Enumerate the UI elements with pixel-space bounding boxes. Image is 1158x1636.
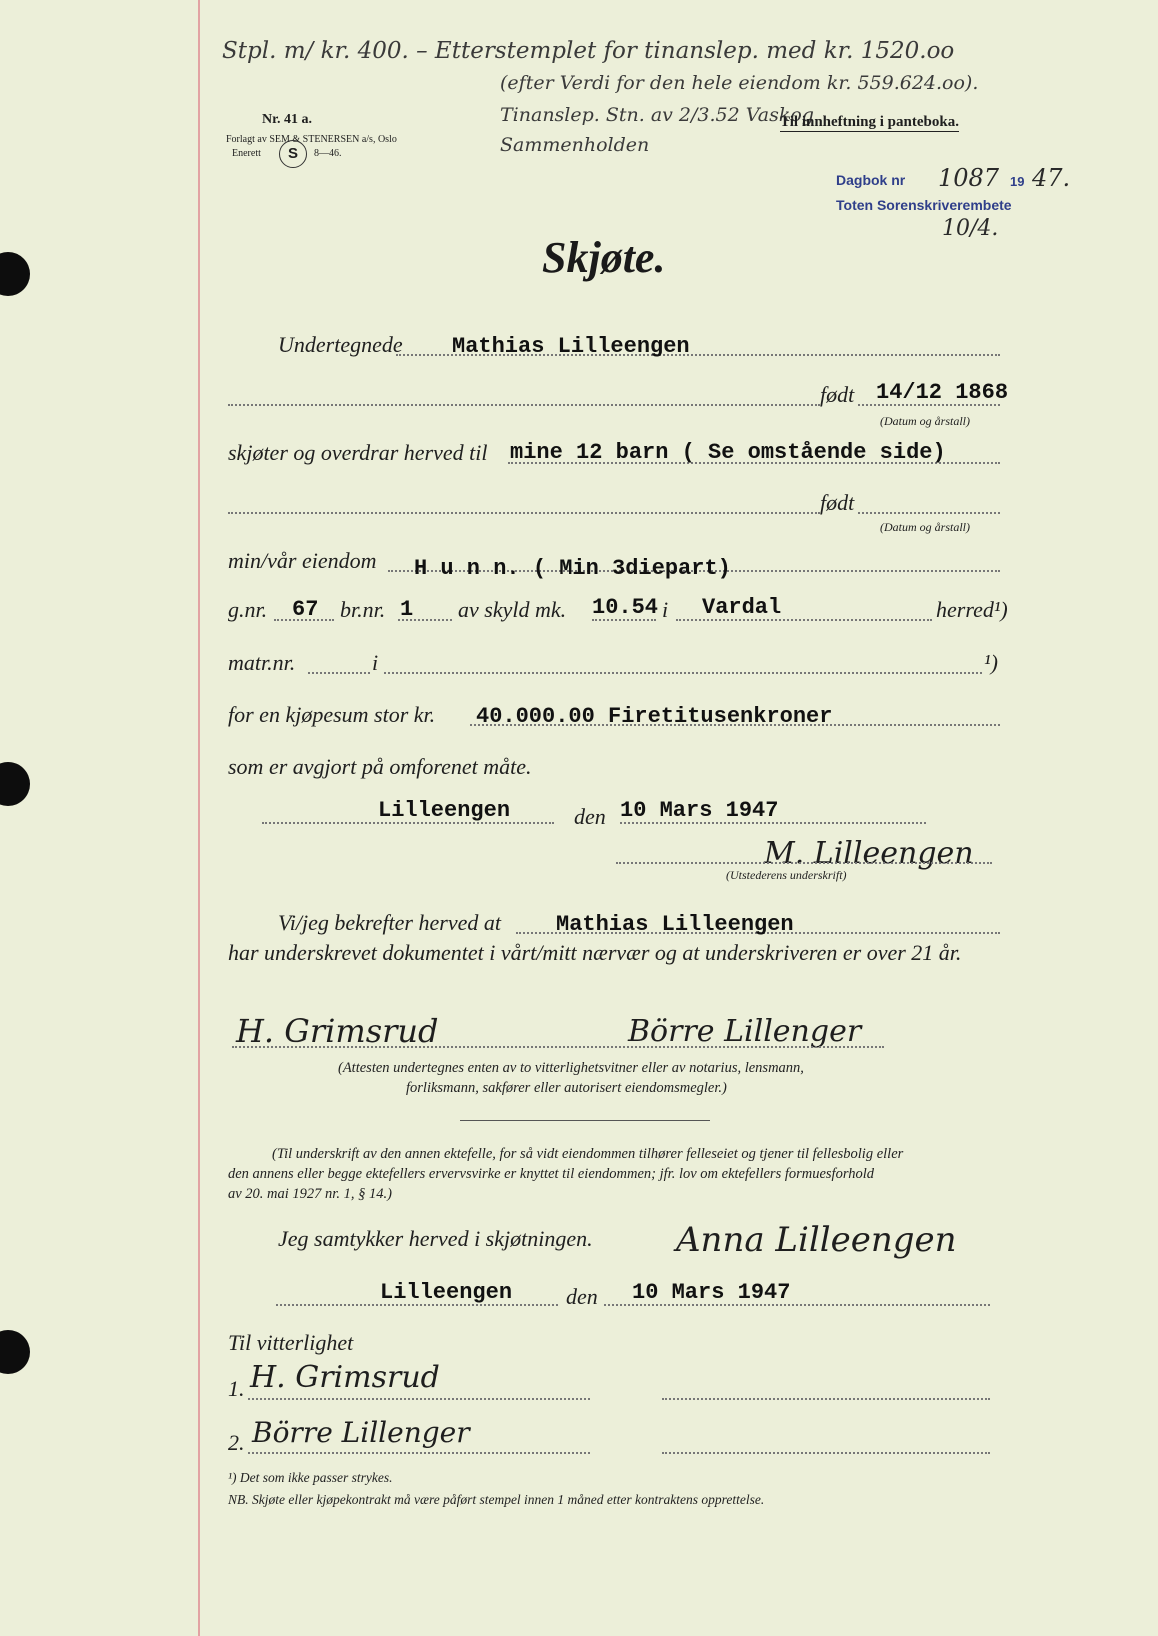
gnr-label: g.nr. <box>228 597 268 622</box>
kjopesum-label: for en kjøpesum stor kr. <box>228 702 436 727</box>
punch-hole <box>0 1330 30 1374</box>
den-label-2: den <box>566 1284 598 1309</box>
witness-signature-a: H. Grimsrud <box>236 1012 439 1050</box>
vitterlighet-num-1: 1. <box>228 1376 245 1401</box>
dagbok-number: 1087 <box>938 164 1000 192</box>
skyld-value: 10.54 <box>592 595 659 620</box>
purchase-price: 40.000.00 Firetitusenkroner <box>476 704 833 729</box>
fodt2-label: født <box>820 490 855 515</box>
date-2: 10 Mars 1947 <box>632 1280 791 1305</box>
fill-line <box>228 404 820 406</box>
matr-label: matr.nr. <box>228 650 296 675</box>
spouse-note-2: den annens eller begge ektefellers ervervsvirke er knyttet til eiendommen; jfr. lov om ektefellers formuesforhold <box>228 1166 874 1182</box>
document-title: Skjøte. <box>542 233 666 282</box>
vitterlighet-signature-1: H. Grimsrud <box>250 1360 440 1395</box>
fill-line <box>662 1452 990 1454</box>
stamp-date: 10/4. <box>942 216 999 241</box>
property-name: H u n n. ( Min 3diepart) <box>414 556 731 581</box>
handwritten-note-line2: (efter Verdi for den hele eiendom kr. 559.624.oo). <box>500 72 979 94</box>
print-code: 8—46. <box>314 148 342 159</box>
matr-note: ¹) <box>984 650 998 675</box>
spouse-note-1: (Til underskrift av den annen ektefelle, for så vidt eiendommen tilhører felleseiet og tjener til fellesbolig eller <box>272 1146 904 1162</box>
fill-line <box>232 1046 884 1048</box>
datum-hint: (Datum og årstall) <box>880 414 970 428</box>
herred-label: herred¹) <box>936 597 1008 622</box>
form-number: Nr. 41 a. <box>262 112 313 127</box>
vitterlighet-label: Til vitterlighet <box>228 1330 354 1355</box>
dagbok-year: 47. <box>1032 164 1071 192</box>
fill-line <box>262 822 554 824</box>
fill-line <box>616 862 992 864</box>
eiendom-label: min/vår eiendom <box>228 548 377 573</box>
dagbok-stamp-label: Dagbok nr <box>836 172 906 188</box>
enerett-label: Enerett <box>232 148 261 159</box>
footnote-nb: NB. Skjøte eller kjøpekontrakt må være påført stempel innen 1 måned etter kontraktens opprettelse. <box>228 1492 765 1507</box>
datum-hint-2: (Datum og årstall) <box>880 520 970 534</box>
date-1: 10 Mars 1947 <box>620 798 779 823</box>
publisher: Forlagt av SEM & STENERSEN a/s, Oslo <box>226 134 397 145</box>
fodt-label: født <box>820 382 855 407</box>
den-label-1: den <box>574 804 606 829</box>
witnessed-name: Mathias Lilleengen <box>556 912 794 937</box>
fill-line <box>276 1304 558 1306</box>
dagbok-year-prefix: 19 <box>1010 174 1025 189</box>
consent-label: Jeg samtykker herved i skjøtningen. <box>278 1226 593 1251</box>
matr-i-label: i <box>372 650 379 675</box>
fill-line <box>248 1398 590 1400</box>
fill-line <box>384 672 982 674</box>
separator-rule <box>460 1120 710 1121</box>
skyld-label: av skyld mk. <box>458 597 567 622</box>
sorenskriver-stamp: Toten Sorenskriverembete <box>836 197 1012 213</box>
skjoter-label: skjøter og overdrar herved til <box>228 440 488 465</box>
brnr-value: 1 <box>400 597 414 622</box>
fill-line <box>248 1452 590 1454</box>
fill-line <box>662 1398 990 1400</box>
gnr-value: 67 <box>292 597 319 622</box>
undertegnede-label: Undertegnede <box>278 332 403 357</box>
i-label: i <box>662 597 669 622</box>
herred-value: Vardal <box>702 595 782 620</box>
margin-line <box>198 0 200 1636</box>
birth-date: 14/12 1868 <box>876 380 1009 405</box>
punch-hole <box>0 762 30 806</box>
vitterlighet-num-2: 2. <box>228 1430 245 1455</box>
spouse-note-3: av 20. mai 1927 nr. 1, § 14.) <box>228 1186 392 1202</box>
footnote-1: ¹) Det som ikke passer strykes. <box>228 1470 393 1485</box>
witness-label: Vi/jeg bekrefter herved at <box>278 910 501 935</box>
handwritten-note-line3: Tinanslep. Stn. av 2/3.52 Vaskog <box>500 104 814 126</box>
attest-note-2: forliksmann, sakfører eller autorisert eiendomsmegler.) <box>406 1080 727 1096</box>
spouse-signature: Anna Lilleengen <box>676 1220 957 1260</box>
punch-hole <box>0 252 30 296</box>
witness-signature-b: Börre Lillenger <box>628 1014 862 1049</box>
place-1: Lilleengen <box>378 798 511 823</box>
til-innheftning: Til innheftning i panteboka. <box>780 114 959 130</box>
attest-note-1: (Attesten undertegnes enten av to vitterlighetsvitner eller av notarius, lensmann, <box>338 1060 804 1076</box>
vitterlighet-signature-2: Börre Lillenger <box>252 1416 470 1449</box>
fill-line <box>228 512 820 514</box>
utsteder-hint: (Utstederens underskrift) <box>726 868 847 882</box>
handwritten-note-line4: Sammenholden <box>500 134 650 156</box>
avgjort-text: som er avgjort på omforenet måte. <box>228 754 532 779</box>
witness-statement: har underskrevet dokumentet i vårt/mitt nærvær og at underskriveren er over 21 år. <box>228 940 962 965</box>
handwritten-note-line1: Stpl. m/ kr. 400. – Etterstemplet for tinanslep. med kr. 1520.oo <box>222 38 955 64</box>
grantee: mine 12 barn ( Se omstående side) <box>510 440 946 465</box>
fill-line <box>308 672 370 674</box>
place-2: Lilleengen <box>380 1280 513 1305</box>
grantor-signature: M. Lilleengen <box>764 836 974 871</box>
grantor-name: Mathias Lilleengen <box>452 334 690 359</box>
fill-line <box>858 512 1000 514</box>
publisher-logo-icon: S <box>279 140 307 168</box>
brnr-label: br.nr. <box>340 597 386 622</box>
